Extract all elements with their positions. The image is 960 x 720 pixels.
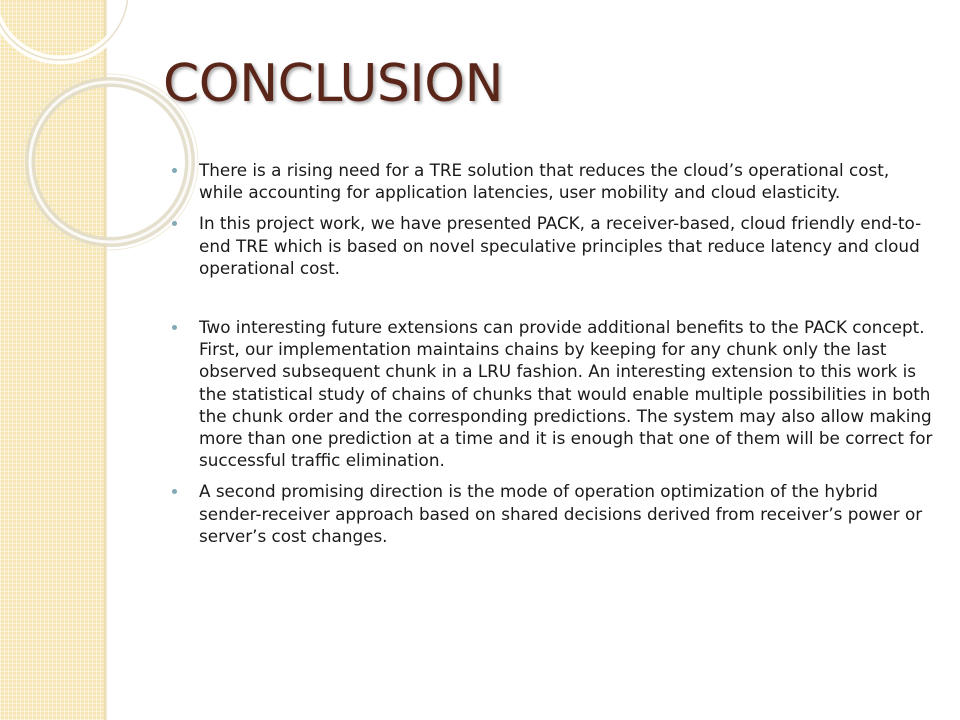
bullet-item bbox=[171, 316, 936, 471]
bullet-list bbox=[171, 159, 936, 547]
bullet-text: There is a rising need for a TRE solution that reduces the cloud’s operational cost, while accounting for application latencies, user mobility and cloud elasticity. bbox=[199, 160, 890, 203]
bullet-icon bbox=[172, 325, 177, 330]
bullet-item bbox=[171, 212, 936, 279]
bullet-icon bbox=[172, 168, 177, 173]
bullet-text: A second promising direction is the mode of operation optimization of the hybrid sender-receiver approach based on shared decisions derived from receiver’s power or server’s cost changes. bbox=[199, 481, 923, 546]
bullet-item bbox=[171, 159, 936, 203]
slide-title: CONCLUSION bbox=[163, 54, 504, 114]
bullet-icon bbox=[172, 221, 177, 226]
bullet-text: In this project work, we have presented PACK, a receiver-based, cloud friendly end-to-end TRE which is based on novel speculative principles that reduce latency and cloud operational cost. bbox=[199, 213, 922, 278]
bullet-icon bbox=[172, 489, 177, 494]
bullet-text: Two interesting future extensions can provide additional benefits to the PACK concept. First, our implementation maintains chains by keeping for any chunk only the last observed subsequent chunk in a LRU fashion. An interesting extension to this work is the statistical study of chains of chunks that would enable multiple possibilities in both the chunk order and the corresponding predictions. The system may also allow making more than one prediction at a time and it is enough that one of them will be correct for successful traffic elimination. bbox=[199, 317, 933, 471]
circle-decoration-icon bbox=[0, 0, 200, 260]
bullet-item bbox=[171, 480, 936, 547]
